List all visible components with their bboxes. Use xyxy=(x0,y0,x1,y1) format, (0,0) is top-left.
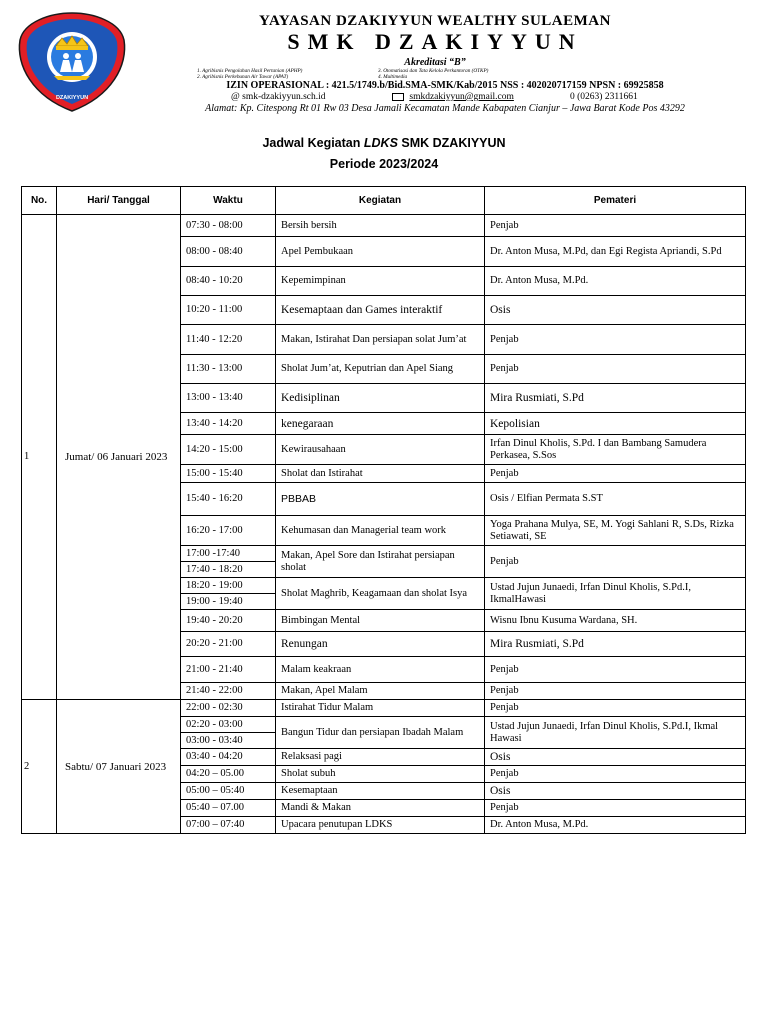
time-slot: 15:00 - 15:40 xyxy=(181,465,276,483)
time-slot: 02:20 - 03:00 xyxy=(181,717,276,733)
speaker-cell: Penjab xyxy=(485,700,746,717)
time-slot: 19:40 - 20:20 xyxy=(181,610,276,632)
envelope-icon xyxy=(392,93,404,101)
website-contact xyxy=(231,92,326,102)
speaker-cell: Osis xyxy=(485,783,746,800)
speaker-cell: Penjab xyxy=(485,215,746,237)
program-item: 2. Agribisnis Perkebunan Air Tawar (APAT) xyxy=(197,74,289,80)
speaker-cell: Yoga Prahana Mulya, SE, M. Yogi Sahlani R, S.Ds, Rizka Setiawati, SE xyxy=(485,516,746,546)
time-slot: 13:00 - 13:40 xyxy=(181,384,276,413)
email-text[interactable]: smkdzakiyyun@gmail.com xyxy=(409,92,514,102)
activity-cell: Kepemimpinan xyxy=(276,267,485,296)
time-slot: 21:00 - 21:40 xyxy=(181,657,276,683)
header-activity: Kegiatan xyxy=(276,187,485,215)
time-slot: 16:20 - 17:00 xyxy=(181,516,276,546)
activity-cell: Kesemaptaan dan Games interaktif xyxy=(276,296,485,325)
row-number: 2 xyxy=(22,700,57,834)
speaker-cell: Penjab xyxy=(485,325,746,355)
phone-contact xyxy=(570,92,638,102)
speaker-cell: Osis / Elfian Permata S.ST xyxy=(485,483,746,516)
time-slot: 11:40 - 12:20 xyxy=(181,325,276,355)
speaker-cell: Dr. Anton Musa, M.Pd. xyxy=(485,267,746,296)
email-contact xyxy=(392,92,514,102)
speaker-cell: Dr. Anton Musa, M.Pd, dan Egi Regista Apriandi, S.Pd xyxy=(485,237,746,267)
speaker-cell: Penjab xyxy=(485,657,746,683)
activity-cell: Relaksasi pagi xyxy=(276,749,485,766)
speaker-cell: Ustad Jujun Junaedi, Irfan Dinul Kholis, S.Pd.I, Ikmal Hawasi xyxy=(485,717,746,749)
activity-cell: Kedisiplinan xyxy=(276,384,485,413)
activity-cell: Sholat Maghrib, Keagamaan dan sholat Isya xyxy=(276,578,485,610)
activity-cell: Apel Pembukaan xyxy=(276,237,485,267)
speaker-cell: Ustad Jujun Junaedi, Irfan Dinul Kholis, S.Pd.I, IkmalHawasi xyxy=(485,578,746,610)
time-slot: 07:30 - 08:00 xyxy=(181,215,276,237)
activity-cell: Renungan xyxy=(276,632,485,657)
accreditation: Akreditasi “B” xyxy=(404,57,466,68)
activity-cell: Bimbingan Mental xyxy=(276,610,485,632)
program-item: 4. Multimedia xyxy=(378,74,408,80)
activity-cell: PBBAB xyxy=(276,483,485,516)
time-slot: 03:00 - 03:40 xyxy=(181,733,276,749)
document-period: Periode 2023/2024 xyxy=(329,157,439,171)
activity-cell: Istirahat Tidur Malam xyxy=(276,700,485,717)
time-slot: 04:20 – 05.00 xyxy=(181,766,276,783)
activity-cell: Bersih bersih xyxy=(276,215,485,237)
time-slot: 11:30 - 13:00 xyxy=(181,355,276,384)
day-date: Jumat/ 06 Januari 2023 xyxy=(57,215,181,700)
speaker-cell: Wisnu Ibnu Kusuma Wardana, SH. xyxy=(485,610,746,632)
activity-cell: Makan, Apel Malam xyxy=(276,683,485,700)
activity-cell: Mandi & Makan xyxy=(276,800,485,817)
speaker-cell: Osis xyxy=(485,749,746,766)
time-slot: 03:40 - 04:20 xyxy=(181,749,276,766)
activity-cell: Sholat dan Istirahat xyxy=(276,465,485,483)
activity-cell: Malam keakraan xyxy=(276,657,485,683)
time-slot: 05:40 – 07.00 xyxy=(181,800,276,817)
school-logo xyxy=(16,10,128,114)
speaker-cell: Penjab xyxy=(485,766,746,783)
day-date: Sabtu/ 07 Januari 2023 xyxy=(57,700,181,834)
table-row xyxy=(22,215,746,237)
activity-cell: Kewirausahaan xyxy=(276,435,485,465)
row-number: 1 xyxy=(22,215,57,700)
time-slot: 14:20 - 15:00 xyxy=(181,435,276,465)
activity-cell: Sholat subuh xyxy=(276,766,485,783)
school-address: Alamat: Kp. Citespong Rt 01 Rw 03 Desa Jamali Kecamatan Mande Kabapaten Cianjur – Jawa Barat Kode Pos 43292 xyxy=(205,103,685,114)
speaker-cell: Osis xyxy=(485,296,746,325)
activity-cell: Upacara penutupan LDKS xyxy=(276,817,485,834)
speaker-cell: Dr. Anton Musa, M.Pd. xyxy=(485,817,746,834)
time-slot: 21:40 - 22:00 xyxy=(181,683,276,700)
time-slot: 15:40 - 16:20 xyxy=(181,483,276,516)
speaker-cell: Penjab xyxy=(485,355,746,384)
speaker-cell: Kepolisian xyxy=(485,413,746,435)
activity-cell: kenegaraan xyxy=(276,413,485,435)
time-slot: 08:00 - 08:40 xyxy=(181,237,276,267)
activity-cell: Sholat Jum’at, Keputrian dan Apel Siang xyxy=(276,355,485,384)
program-item: 3. Otomatisasi dan Tata Kelola Perkantoran (OTKP) xyxy=(378,68,489,74)
yayasan-name: YAYASAN DZAKIYYUN WEALTHY SULAEMAN xyxy=(259,13,611,29)
time-slot: 20:20 - 21:00 xyxy=(181,632,276,657)
time-slot: 18:20 - 19:00 xyxy=(181,578,276,594)
speaker-cell: Mira Rusmiati, S.Pd xyxy=(485,632,746,657)
logo-label: DZAKIYYUN xyxy=(55,95,89,101)
time-slot: 17:40 - 18:20 xyxy=(181,562,276,578)
time-slot: 19:00 - 19:40 xyxy=(181,594,276,610)
school-name: SMK DZAKIYYUN xyxy=(287,29,583,54)
schedule-table xyxy=(21,186,746,834)
speaker-cell: Mira Rusmiati, S.Pd xyxy=(485,384,746,413)
document-title: Jadwal Kegiatan LDKS SMK DZAKIYYUN xyxy=(262,136,506,150)
header-time: Waktu xyxy=(181,187,276,215)
program-item: 1. Agribisnis Pengolahan Hasil Pertanian (APHP) xyxy=(197,68,303,74)
izin-operasional: IZIN OPERASIONAL : 421.5/1749.b/Bid.SMA-SMK/Kab/2015 NSS : 402020717159 NPSN : 69925858 xyxy=(226,80,664,91)
activity-cell: Kesemaptaan xyxy=(276,783,485,800)
time-slot: 08:40 - 10:20 xyxy=(181,267,276,296)
speaker-cell: Penjab xyxy=(485,800,746,817)
speaker-cell: Penjab xyxy=(485,683,746,700)
speaker-cell: Irfan Dinul Kholis, S.Pd. I dan Bambang Samudera Perkasea, S.Sos xyxy=(485,435,746,465)
header-no: No. xyxy=(22,187,57,215)
header-speaker: Pemateri xyxy=(485,187,746,215)
activity-cell: Kehumasan dan Managerial team work xyxy=(276,516,485,546)
time-slot: 07:00 – 07:40 xyxy=(181,817,276,834)
speaker-cell: Penjab xyxy=(485,546,746,578)
globe-icon: @ xyxy=(231,92,240,102)
time-slot: 17:00 -17:40 xyxy=(181,546,276,562)
speaker-cell: Penjab xyxy=(485,465,746,483)
table-header-row xyxy=(22,187,746,215)
website-text[interactable]: smk-dzakiyyun.sch.id xyxy=(242,92,326,102)
activity-cell: Bangun Tidur dan persiapan Ibadah Malam xyxy=(276,717,485,749)
activity-cell: Makan, Apel Sore dan Istirahat persiapan sholat xyxy=(276,546,485,578)
time-slot: 22:00 - 02:30 xyxy=(181,700,276,717)
phone-icon: 0 xyxy=(570,92,575,102)
time-slot: 05:00 – 05:40 xyxy=(181,783,276,800)
time-slot: 13:40 - 14:20 xyxy=(181,413,276,435)
time-slot: 10:20 - 11:00 xyxy=(181,296,276,325)
table-row xyxy=(22,700,746,717)
phone-text: (0263) 2311661 xyxy=(577,92,638,102)
activity-cell: Makan, Istirahat Dan persiapan solat Jum’at xyxy=(276,325,485,355)
header-day: Hari/ Tanggal xyxy=(57,187,181,215)
